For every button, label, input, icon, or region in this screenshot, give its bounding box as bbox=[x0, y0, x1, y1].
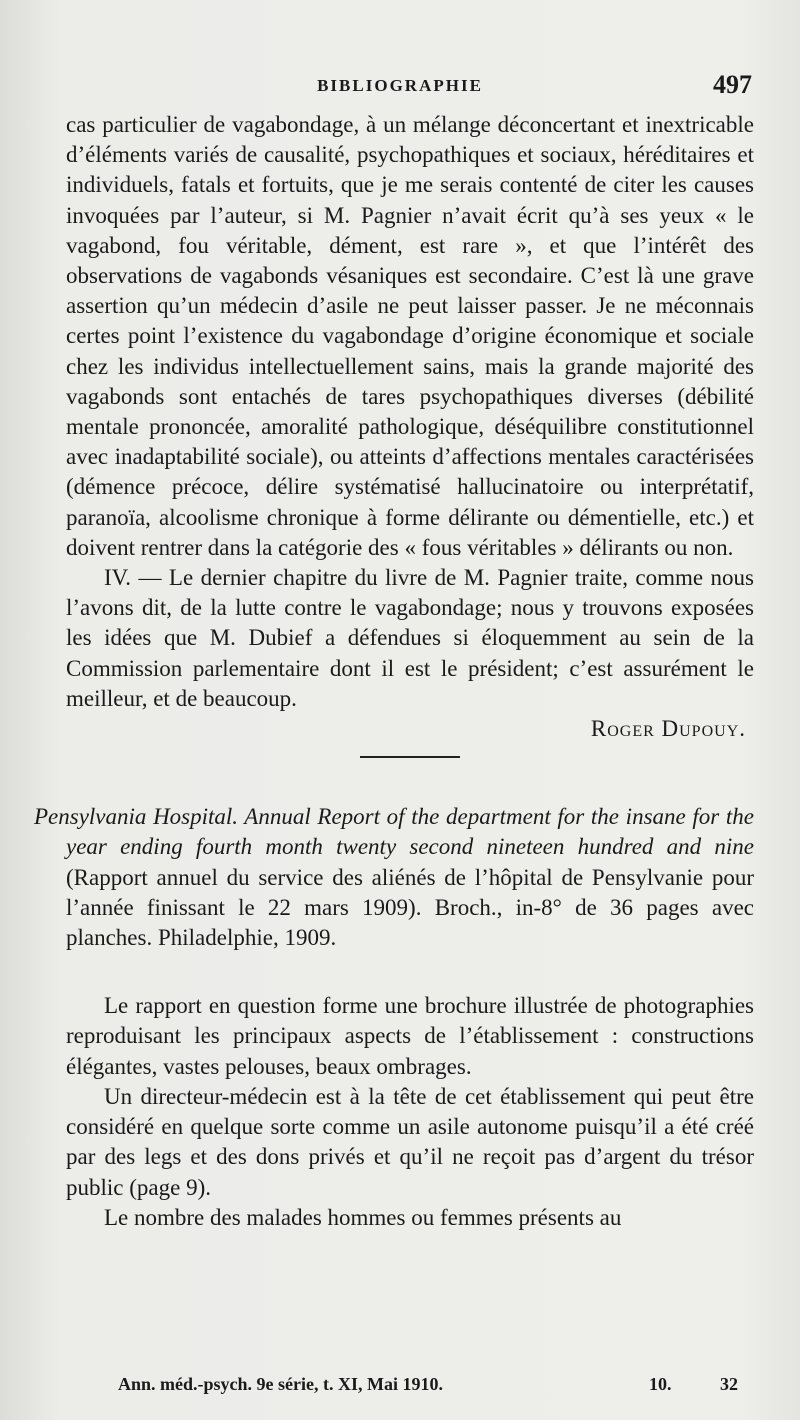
section-divider bbox=[360, 756, 460, 758]
printer-marks bbox=[605, 1374, 738, 1395]
spacer bbox=[66, 953, 754, 991]
page-header bbox=[0, 72, 800, 102]
author-signature: Roger Dupouy. bbox=[590, 716, 746, 742]
sheet-number: 10. bbox=[649, 1374, 672, 1394]
page-footer bbox=[118, 1374, 738, 1395]
paragraph-director: Un directeur-médecin est à la tête de cet établissement qui peut être considéré en quelque sorte comme un asile autonome puisqu’il a été créé par des legs et des dons privés et qu’il ne reçoit pas d’argent du trésor public (page 9). bbox=[66, 1083, 754, 1200]
reference-title: Pensylvania Hospital. Annual Report of the department for the insane for the year ending fourth month twenty second nineteen hundred and nine bbox=[34, 804, 754, 860]
running-head: BIBLIOGRAPHIE bbox=[317, 76, 483, 95]
paragraph-report-description: Le rapport en question forme une brochure illustrée de photographies reproduisant les principaux aspects de l’établissement : constructions élégantes, vastes pelouses, beaux ombrages. bbox=[66, 993, 754, 1079]
page-number: 497 bbox=[713, 70, 752, 99]
paragraph-continuation: cas particulier de vagabondage, à un mélange déconcertant et inextricable d’éléments variés de causalité, psychopathiques et sociaux, héréditaires et individuels, fatals et fortuits, que je me serais contenté de citer les causes invoquées par l’auteur, si M. Pagnier n’avait écrit qu’à ses yeux « le vagabond, fou véritable, dément, est rare », et que l’intérêt des observations de vagabonds vésaniques est secondaire. C’est là une grave assertion qu’un médecin d’asile ne peut laisser passer. Je ne méconnais certes point l’existence du vagabondage d’origine économique et sociale chez les individus intellectuellement sains, mais la grande majorité des vagabonds sont entachés de tares psychopathiques diverses (débilité mentale prononcée, amoralité pathologique, déséquilibre constitutionnel avec inadaptabilité sociale), ou atteints d’affections mentales caractérisées (démence précoce, délire systématisé hallucinatoire ou interprétatif, paranoïa, alcoolisme chronique à forme délirante ou démentielle, etc.) et doivent rentrer dans la catégorie des « fous véritables » délirants ou non. bbox=[66, 112, 754, 560]
page-body bbox=[34, 110, 754, 1233]
signature-mark: 32 bbox=[720, 1374, 738, 1394]
paragraph-section-iv: IV. — Le dernier chapitre du livre de M. Pagnier traite, comme nous l’avons dit, de la lutte contre le vagabondage; nous y trouvons exposées les idées que M. Dubief a défendues si éloquemment au sein de la Commission parlementaire dont il est le président; c’est assurément le meilleur, et de beaucoup. bbox=[66, 565, 754, 711]
reference-details: (Rapport annuel du service des aliénés de l’hôpital de Pensylvanie pour l’année finissant le 22 mars 1909). Broch., in-8° de 36 pages avec planches. Philadelphie, 1909. bbox=[66, 864, 754, 951]
bibliographic-reference bbox=[34, 802, 754, 953]
paragraph-patients: Le nombre des malades hommes ou femmes présents au bbox=[104, 1204, 622, 1230]
journal-citation: Ann. méd.-psych. 9e série, t. XI, Mai 1910. bbox=[118, 1374, 443, 1394]
